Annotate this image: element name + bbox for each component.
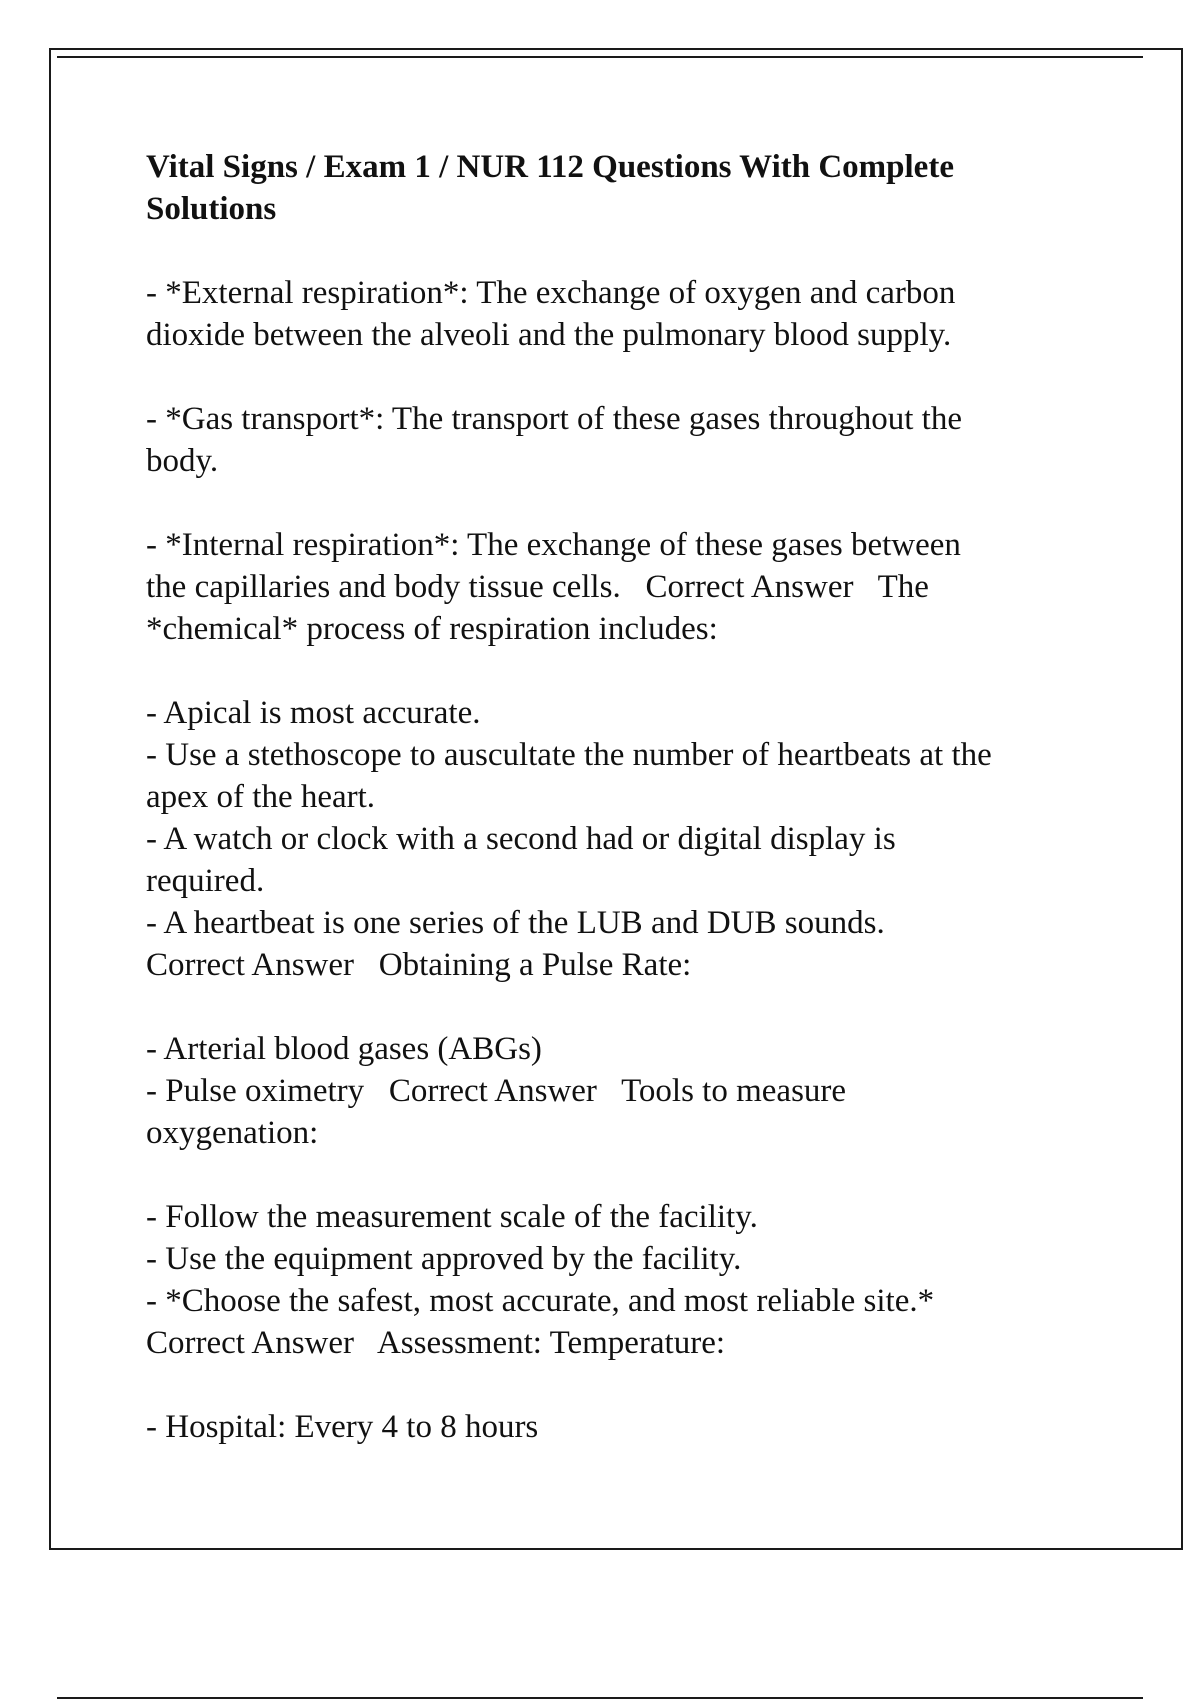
title-line: Solutions	[146, 191, 277, 227]
text-line: required.	[146, 863, 265, 899]
text-line: dioxide between the alveoli and the pulmonary blood supply.	[146, 317, 952, 353]
document-body	[146, 146, 1146, 1490]
text-line: Correct Answer Obtaining a Pulse Rate:	[146, 947, 692, 983]
document-title	[146, 146, 1146, 230]
paragraph-oxygenation-tools	[146, 1028, 1146, 1154]
text-line: Correct Answer Assessment: Temperature:	[146, 1325, 726, 1361]
paragraph-internal-respiration	[146, 524, 1146, 650]
text-line: - *Choose the safest, most accurate, and most reliable site.*	[146, 1283, 935, 1319]
text-line: oxygenation:	[146, 1115, 319, 1151]
text-line: *chemical* process of respiration includes:	[146, 611, 718, 647]
text-line: - Pulse oximetry Correct Answer Tools to measure	[146, 1073, 847, 1109]
paragraph-external-respiration	[146, 272, 1146, 356]
text-line: - Arterial blood gases (ABGs)	[146, 1031, 542, 1067]
title-line: Vital Signs / Exam 1 / NUR 112 Questions With Complete	[146, 149, 954, 185]
text-line: apex of the heart.	[146, 779, 376, 815]
text-line: - A watch or clock with a second had or digital display is	[146, 821, 896, 857]
text-line: the capillaries and body tissue cells. Correct Answer The	[146, 569, 929, 605]
paragraph-gas-transport	[146, 398, 1146, 482]
paragraph-temperature-assessment	[146, 1196, 1146, 1364]
text-line: body.	[146, 443, 219, 479]
text-line: - A heartbeat is one series of the LUB and DUB sounds.	[146, 905, 885, 941]
text-line: - Apical is most accurate.	[146, 695, 481, 731]
text-line: - *Gas transport*: The transport of these gases throughout the	[146, 401, 962, 437]
text-line: - Use the equipment approved by the facility.	[146, 1241, 742, 1277]
text-line: - Follow the measurement scale of the facility.	[146, 1199, 758, 1235]
text-line: - *External respiration*: The exchange of oxygen and carbon	[146, 275, 956, 311]
paragraph-pulse-rate	[146, 692, 1146, 986]
bottom-rule	[57, 1697, 1143, 1699]
top-rule	[57, 56, 1143, 58]
paragraph-hospital-frequency	[146, 1406, 1146, 1448]
text-line: - *Internal respiration*: The exchange of these gases between	[146, 527, 961, 563]
text-line: - Use a stethoscope to auscultate the number of heartbeats at the	[146, 737, 992, 773]
text-line: - Hospital: Every 4 to 8 hours	[146, 1409, 539, 1445]
